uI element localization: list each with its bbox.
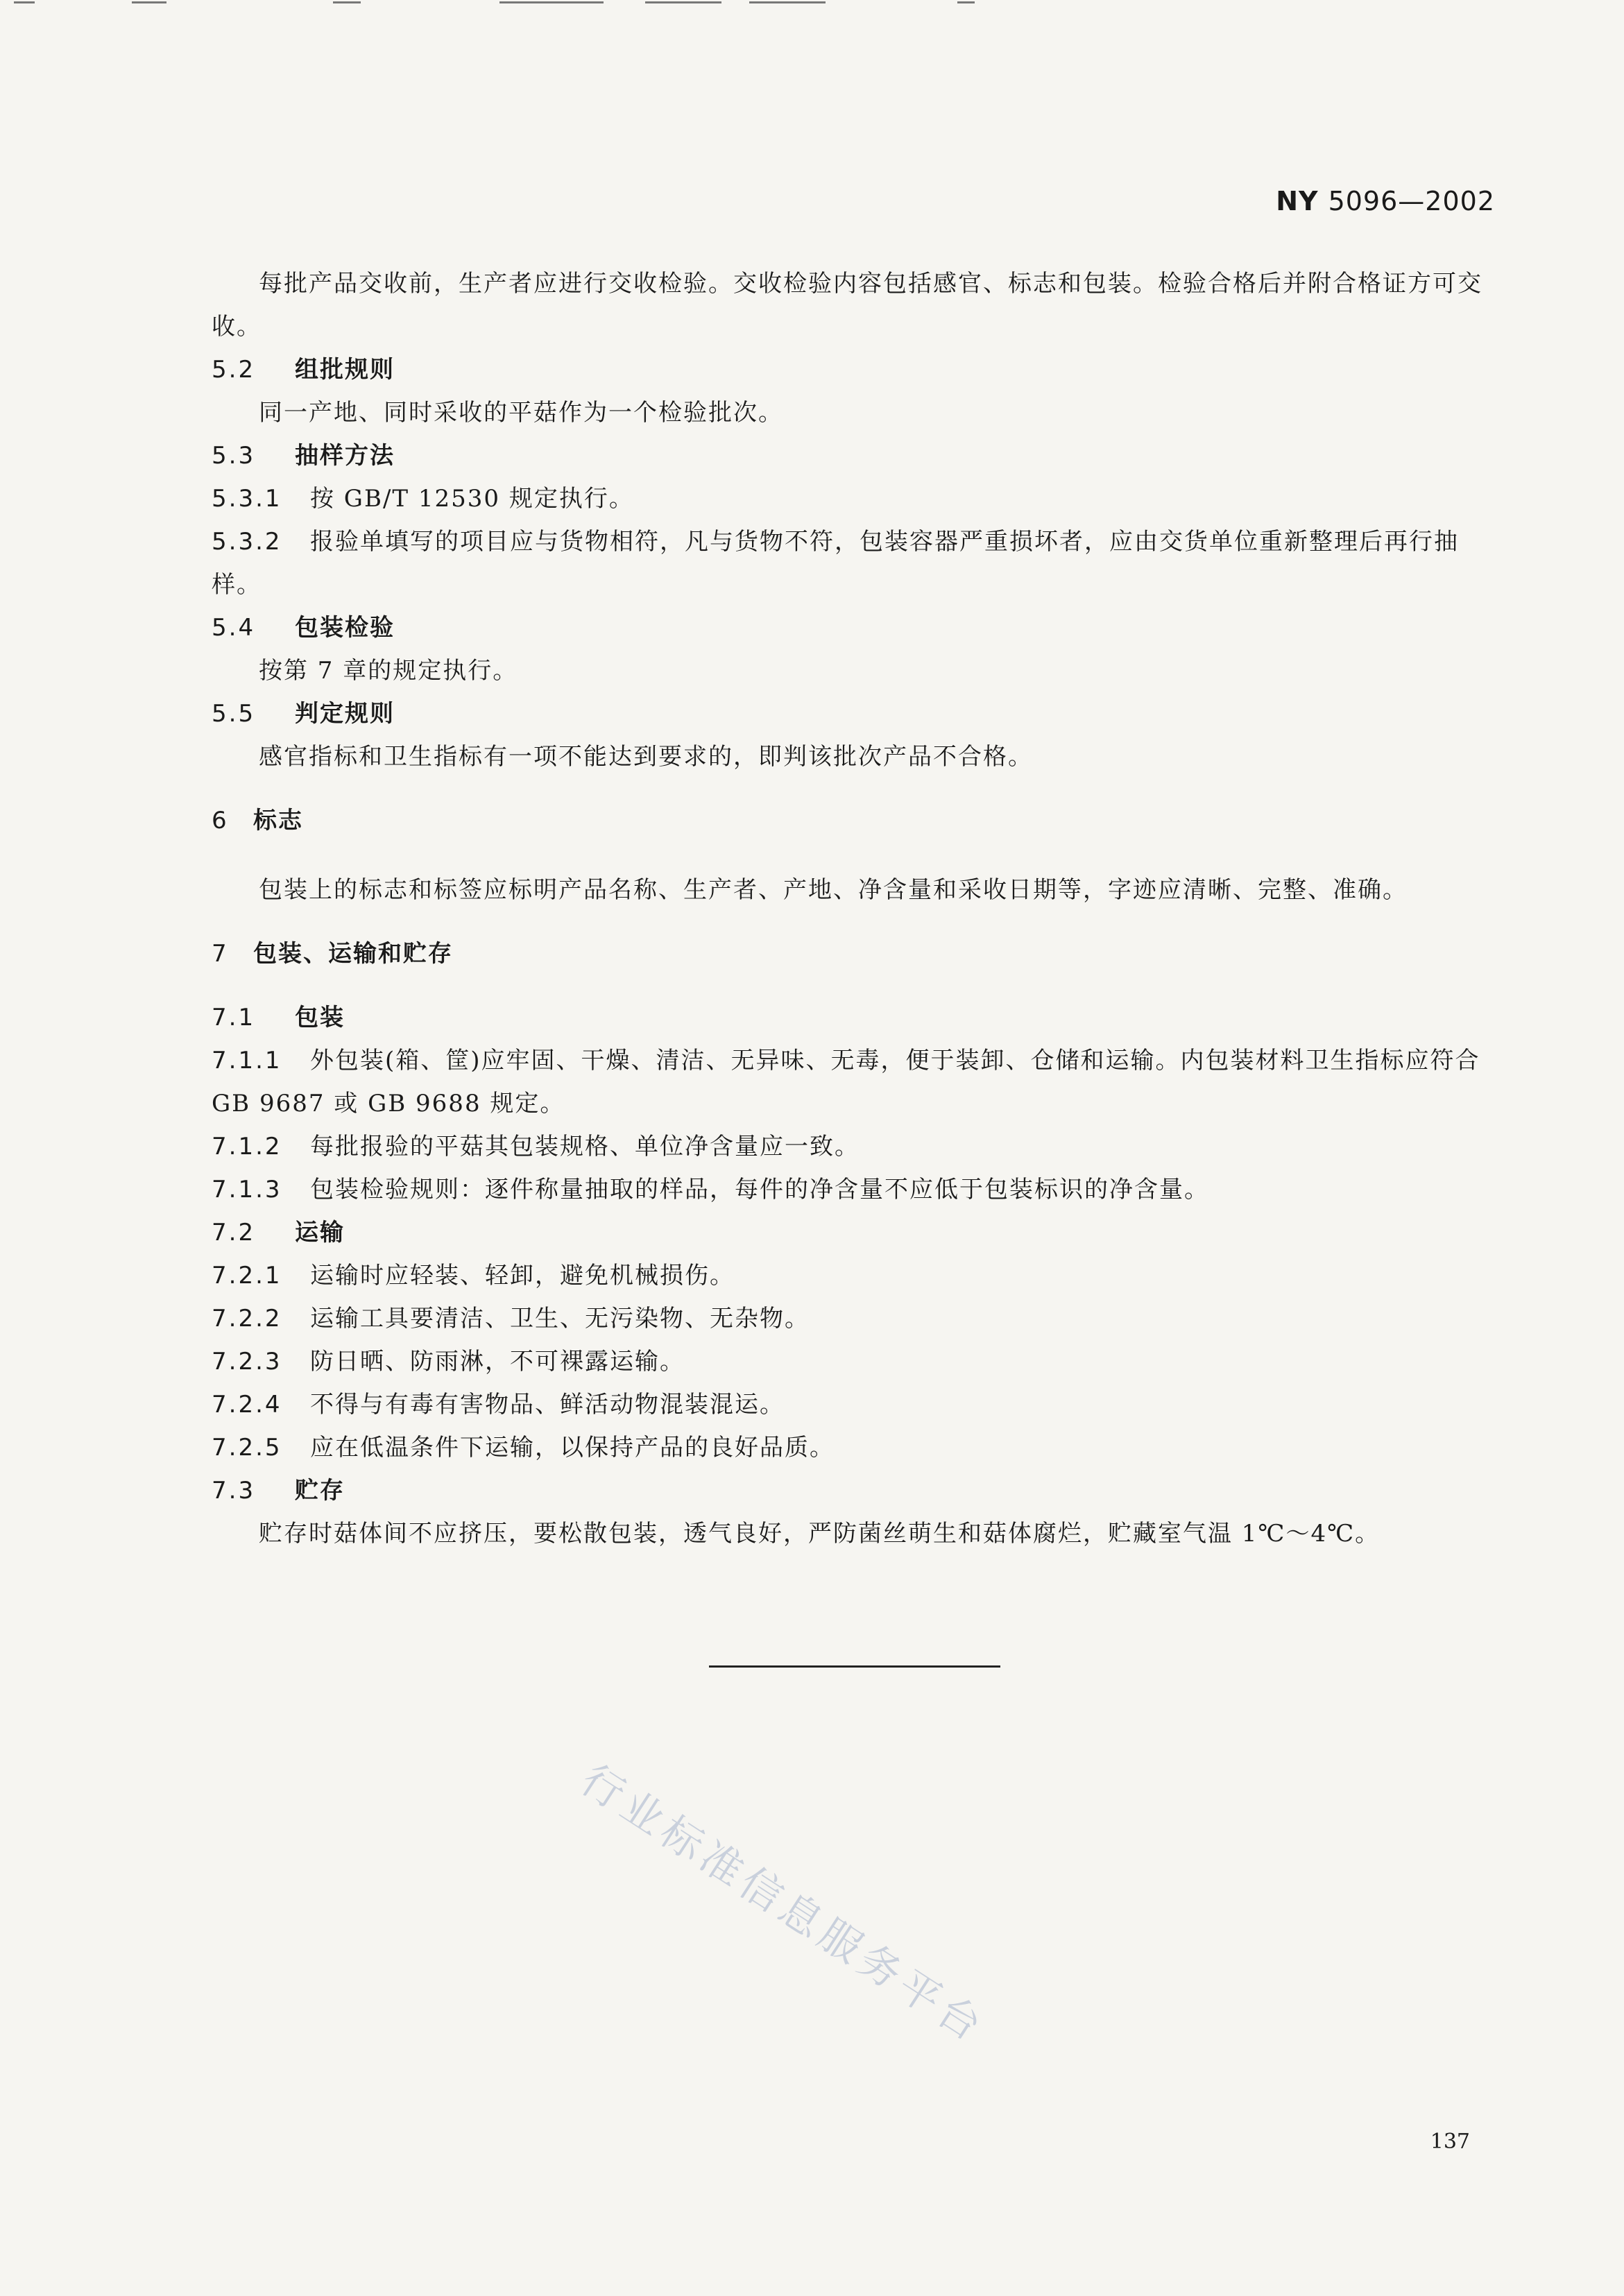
section-5-4-text: 按第 7 章的规定执行。 (259, 657, 518, 685)
clause-5-3-2 (212, 520, 1502, 606)
clause-number: 7.1.1 (212, 1047, 282, 1074)
clause-text: 应在低温条件下运输，以保持产品的良好品质。 (310, 1434, 835, 1462)
clause-number: 7.1.2 (212, 1133, 282, 1160)
section-5-2-text: 同一产地、同时采收的平菇作为一个检验批次。 (259, 399, 783, 427)
chapter-6-heading (212, 799, 1502, 842)
chapter-title: 包装、运输和贮存 (253, 940, 453, 968)
section-title: 抽样方法 (295, 442, 395, 470)
scan-edge-marks (0, 0, 1624, 8)
section-title: 组批规则 (295, 356, 395, 384)
section-7-3-heading (212, 1469, 1502, 1512)
section-title: 包装 (295, 1004, 345, 1031)
section-5-4-heading (212, 606, 1502, 649)
clause-7-1-3 (212, 1168, 1502, 1211)
section-5-5-text: 感官指标和卫生指标有一项不能达到要求的，即判该批次产品不合格。 (259, 743, 1033, 771)
code-prefix: NY (1276, 186, 1319, 216)
chapter-number: 7 (212, 940, 229, 968)
section-number: 5.5 (212, 700, 256, 728)
section-number: 5.2 (212, 356, 256, 384)
chapter-title: 标志 (253, 807, 303, 834)
clause-number: 5.3.2 (212, 528, 282, 556)
clause-7-1-2 (212, 1125, 1502, 1168)
clause-7-2-1 (212, 1254, 1502, 1297)
clause-text: 按 GB/T 12530 规定执行。 (310, 485, 634, 513)
chapter-number: 6 (212, 807, 229, 834)
clause-text: 每批报验的平菇其包装规格、单位净含量应一致。 (310, 1133, 860, 1160)
clause-number: 7.2.2 (212, 1305, 282, 1333)
section-7-1-heading (212, 996, 1502, 1039)
section-number: 5.3 (212, 442, 256, 470)
section-title: 判定规则 (295, 700, 395, 728)
clause-number: 7.2.4 (212, 1391, 282, 1419)
clause-number: 7.2.1 (212, 1262, 282, 1290)
clause-5-3-1 (212, 477, 1502, 520)
section-5-5-heading (212, 692, 1502, 735)
chapter-7-heading (212, 932, 1502, 975)
clause-text: 不得与有毒有害物品、鲜活动物混装混运。 (310, 1391, 785, 1419)
watermark-text: 行业标准信息服务平台 (572, 1755, 995, 2053)
section-title: 贮存 (295, 1477, 345, 1505)
clause-text: 包装检验规则：逐件称量抽取的样品，每件的净含量不应低于包装标识的净含量。 (310, 1176, 1209, 1203)
clause-7-2-3 (212, 1340, 1502, 1383)
clause-number: 5.3.1 (212, 485, 282, 513)
page-number: 137 (1430, 2130, 1470, 2154)
clause-7-2-4 (212, 1383, 1502, 1426)
section-title: 运输 (295, 1219, 345, 1246)
end-rule (709, 1665, 1000, 1668)
code-number: 5096—2002 (1328, 186, 1495, 216)
clause-text: 报验单填写的项目应与货物相符，凡与货物不符，包装容器严重损坏者，应由交货单位重新整理后再行抽样。 (212, 528, 1459, 599)
clause-text: 运输工具要清洁、卫生、无污染物、无杂物。 (310, 1305, 810, 1333)
section-5-3-heading (212, 434, 1502, 477)
chapter-6-text: 包装上的标志和标签应标明产品名称、生产者、产地、净含量和采收日期等，字迹应清晰、完整、准确。 (259, 876, 1408, 904)
clause-7-1-1 (212, 1039, 1502, 1125)
intro-paragraph: 每批产品交收前，生产者应进行交收检验。交收检验内容包括感官、标志和包装。检验合格后并附合格证方可交收。 (212, 270, 1482, 341)
clause-7-2-2 (212, 1297, 1502, 1340)
clause-number: 7.2.3 (212, 1348, 282, 1376)
section-title: 包装检验 (295, 614, 395, 642)
section-number: 7.3 (212, 1477, 256, 1505)
clause-text: 外包装(箱、筐)应牢固、干燥、清洁、无异味、无毒，便于装卸、仓储和运输。内包装材料卫生指标应符合 GB 9687 或 GB 9688 规定。 (212, 1047, 1480, 1117)
section-number: 7.1 (212, 1004, 256, 1031)
section-number: 7.2 (212, 1219, 256, 1246)
section-number: 5.4 (212, 614, 256, 642)
section-7-2-heading (212, 1211, 1502, 1254)
document-code (1276, 186, 1495, 216)
section-7-3-text: 贮存时菇体间不应挤压，要松散包装，透气良好，严防菌丝萌生和菇体腐烂，贮藏室气温 1℃～4℃。 (259, 1520, 1381, 1548)
clause-number: 7.1.3 (212, 1176, 282, 1203)
clause-text: 防日晒、防雨淋，不可裸露运输。 (310, 1348, 685, 1376)
document-body (212, 262, 1502, 1555)
clause-text: 运输时应轻装、轻卸，避免机械损伤。 (310, 1262, 735, 1290)
clause-number: 7.2.5 (212, 1434, 282, 1462)
section-5-2-heading (212, 348, 1502, 391)
clause-7-2-5 (212, 1426, 1502, 1469)
